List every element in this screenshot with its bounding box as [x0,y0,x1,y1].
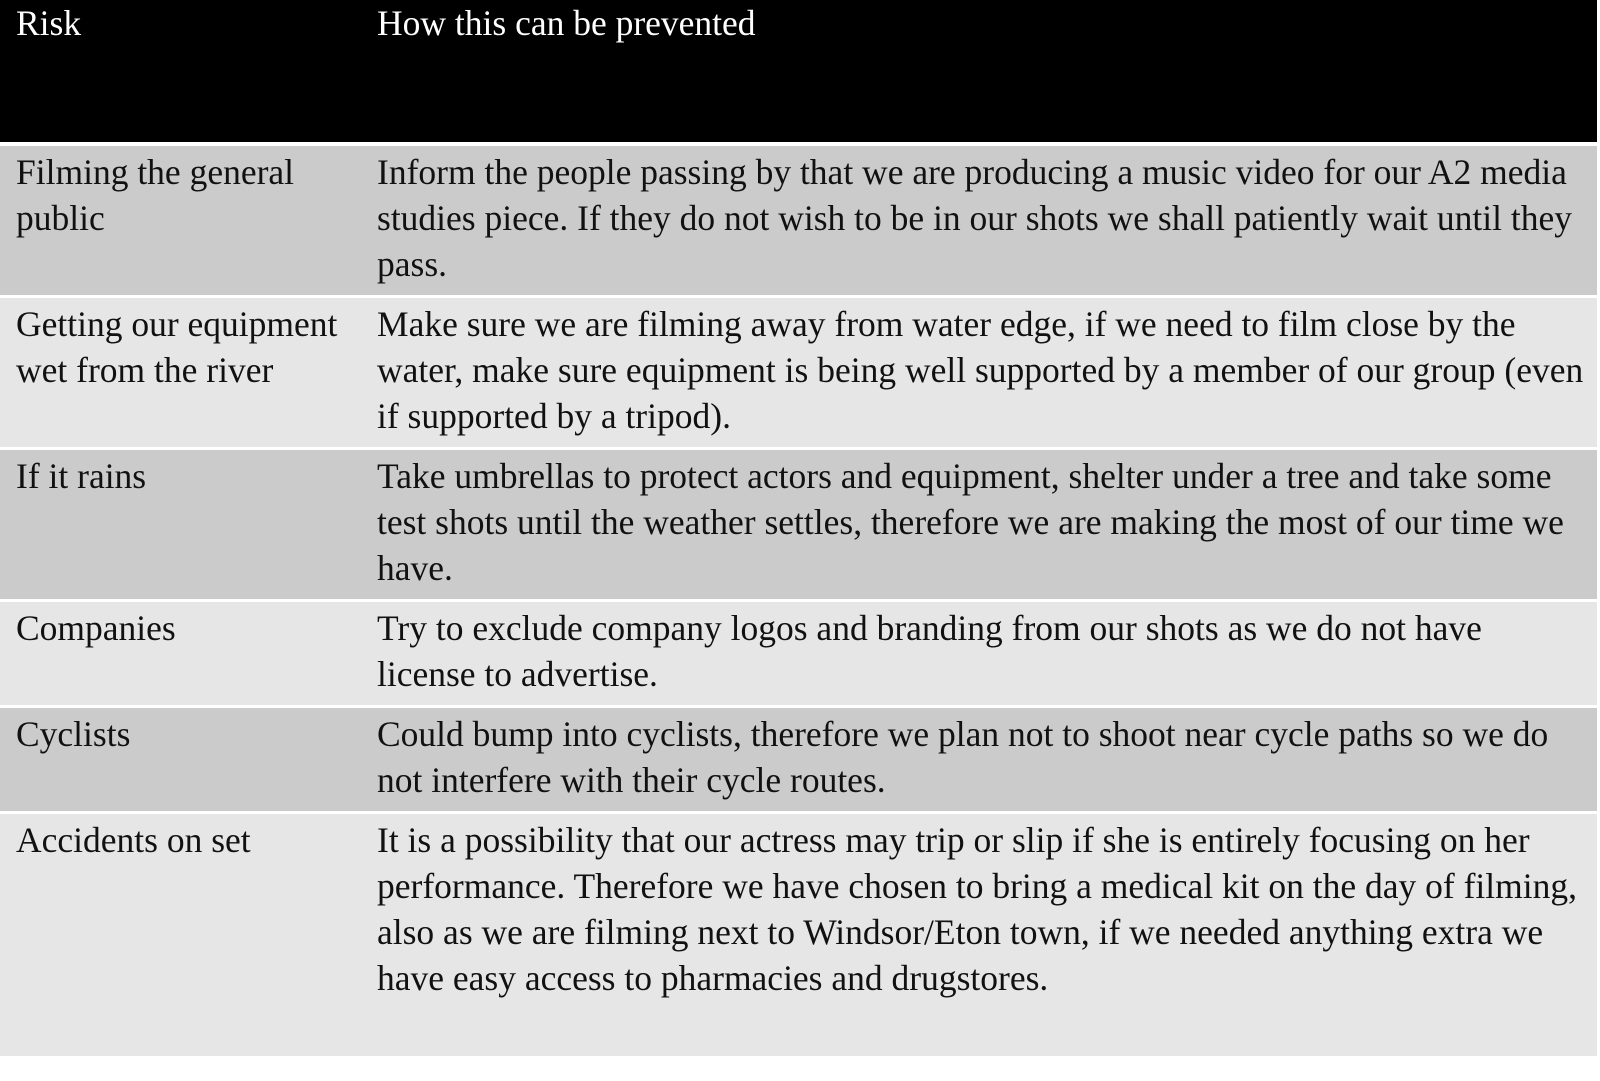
table-row [0,814,1597,1059]
table-row [0,450,1597,602]
prevention-cell: Make sure we are filming away from water edge, if we need to film close by the water, make sure equipment is being well supported by a member of our group (even if supported by a tripod). [377,304,1584,436]
table-row [0,298,1597,450]
table-row [0,602,1597,708]
prevention-cell: It is a possibility that our actress may trip or slip if she is entirely focusing on her performance. Therefore we have chosen to bring a medical kit on the day of filming, also as we are filming next to Windsor/Eton town, if we needed anything extra we have easy access to pharmacies and drugstores. [377,820,1577,998]
prevention-cell: Try to exclude company logos and branding from our shots as we do not have license to advertise. [377,608,1482,694]
prevention-cell: Inform the people passing by that we are producing a music video for our A2 media studies piece. If they do not wish to be in our shots we shall patiently wait until they pass. [377,152,1572,284]
risk-cell: Accidents on set [16,820,251,860]
table-header-row [0,0,1597,146]
prevention-cell: Could bump into cyclists, therefore we plan not to shoot near cycle paths so we do not interfere with their cycle routes. [377,714,1549,800]
risk-cell: Getting our equipment wet from the river [16,304,338,390]
table-row [0,708,1597,814]
header-risk: Risk [16,3,82,43]
prevention-cell: Take umbrellas to protect actors and equipment, shelter under a tree and take some test shots until the weather settles, therefore we are making the most of our time we have. [377,456,1564,588]
header-prevention: How this can be prevented [377,3,756,43]
risk-cell: Cyclists [16,714,131,754]
risk-cell: If it rains [16,456,147,496]
risk-cell: Filming the general public [16,152,295,238]
risk-cell: Companies [16,608,176,648]
table-row [0,146,1597,298]
